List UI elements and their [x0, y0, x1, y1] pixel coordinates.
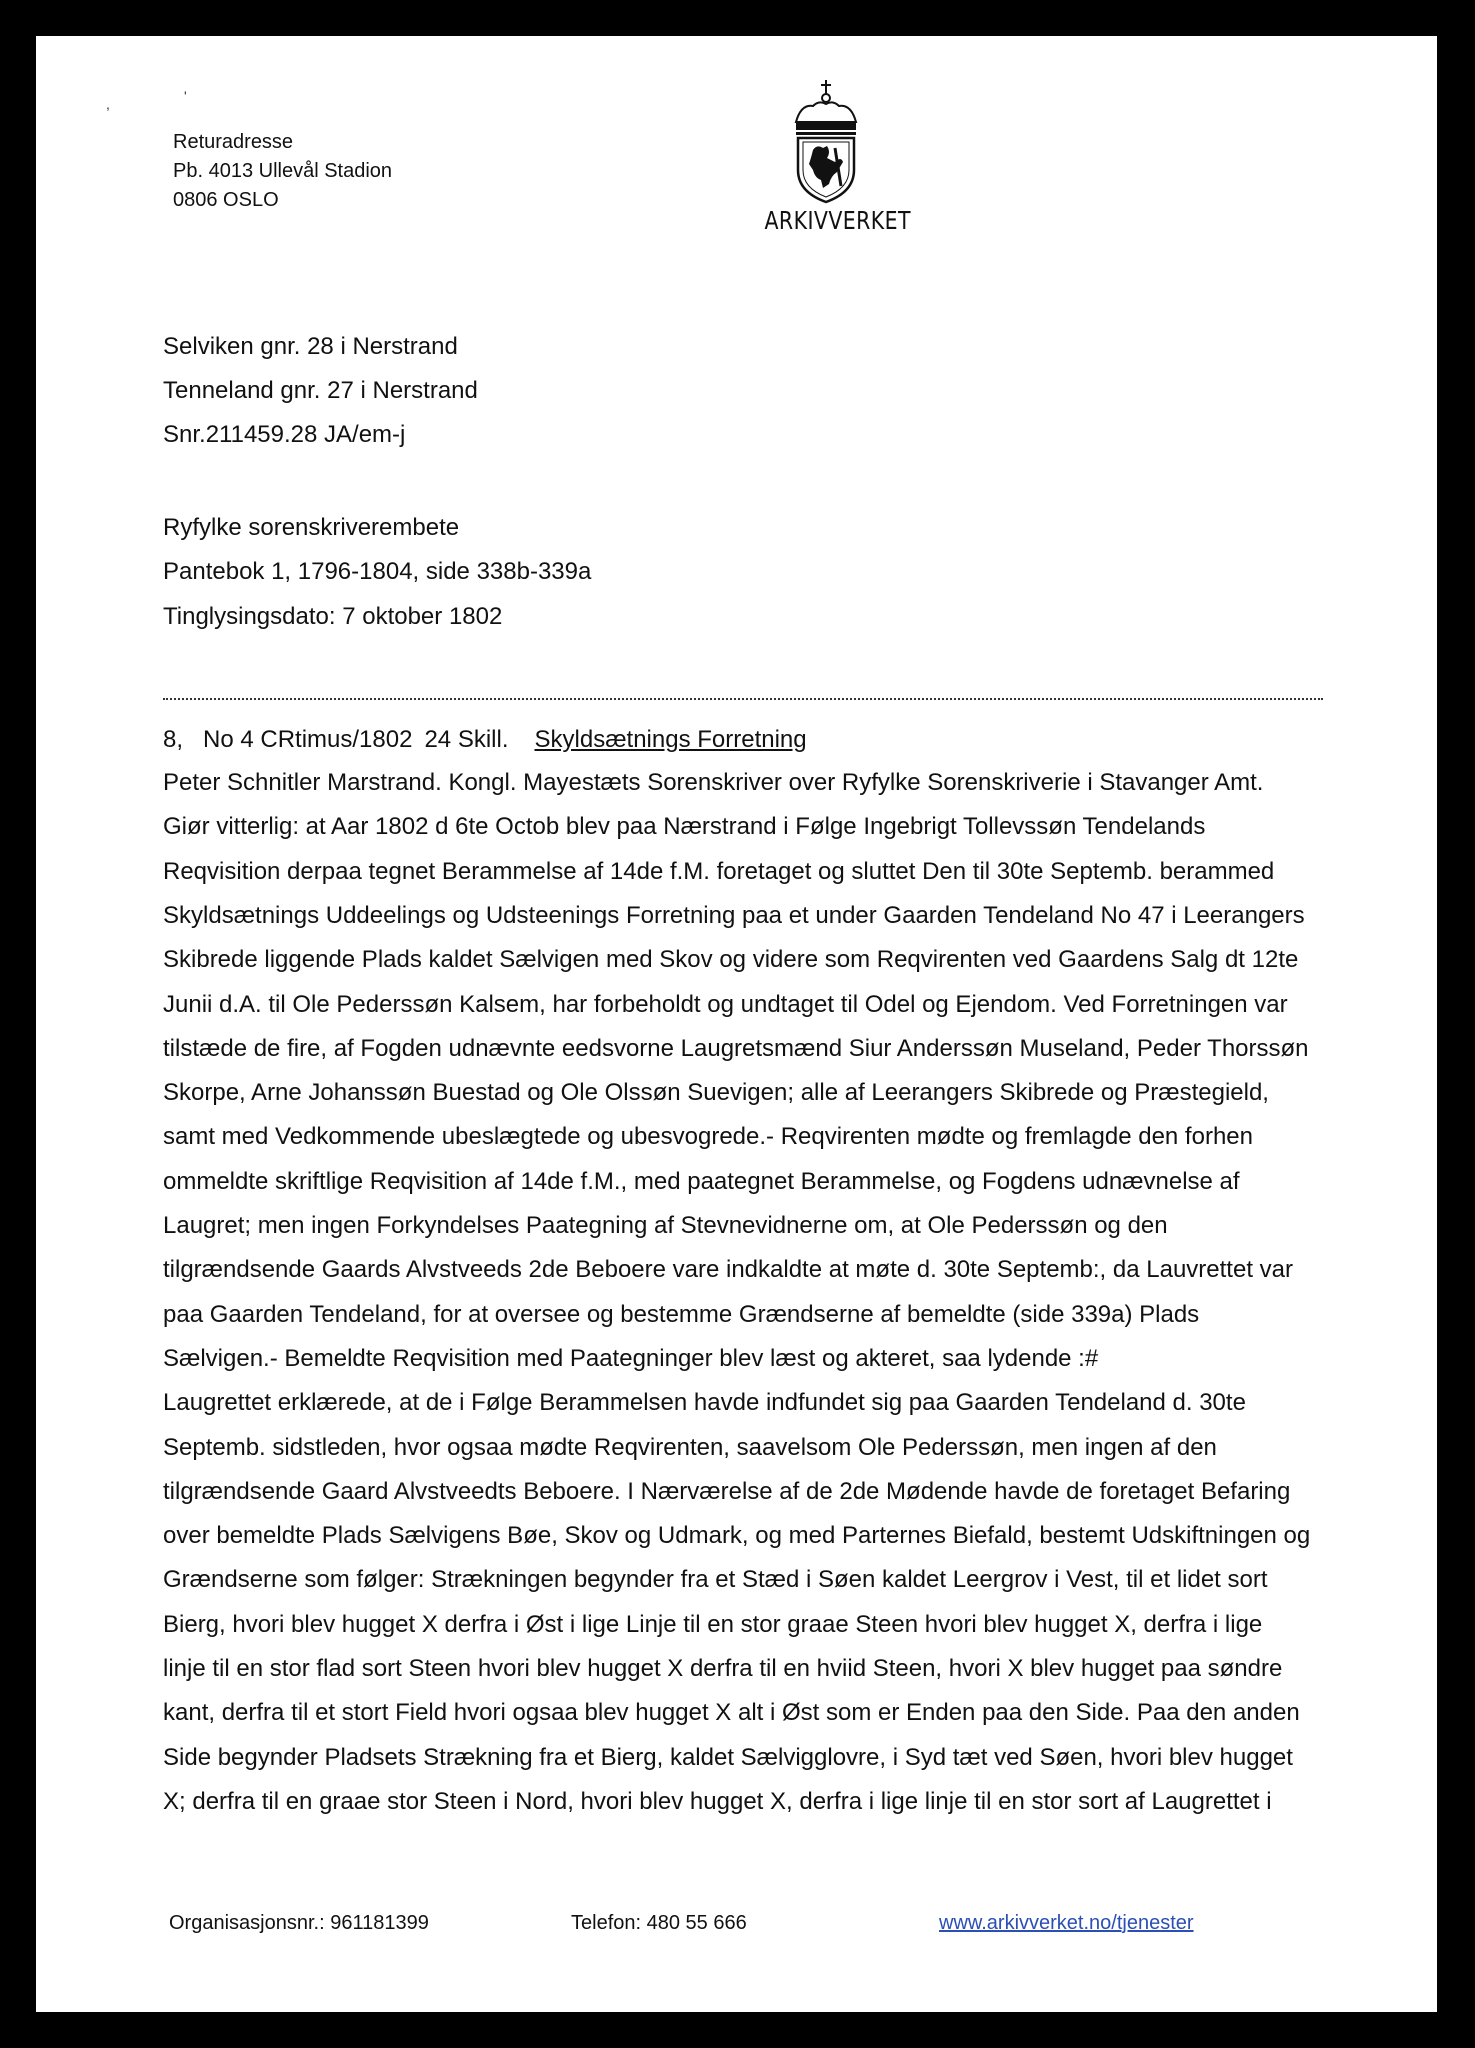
body-line: over bemeldte Plads Sælvigens Bøe, Skov og Udmark, og med Parternes Biefald, bestemt Udskiftningen og [163, 1522, 1311, 1550]
brand-name: ARKIVVERKET [764, 206, 911, 235]
entry-number: 8, No 4 CRtimus/1802 [163, 726, 413, 753]
body-line: samt med Vedkommende ubeslægtede og ubesvogrede.- Reqvirenten mødte og fremlagde den forhen [163, 1123, 1253, 1151]
dotted-separator [163, 694, 1323, 700]
body-line: Skorpe, Arne Johanssøn Buestad og Ole Olssøn Suevigen; alle af Leerangers Skibrede og Præstegield, [163, 1079, 1269, 1107]
body-line: Laugrettet erklærede, at de i Følge Berammelsen havde indfundet sig paa Gaarden Tendeland d. 30te [163, 1389, 1246, 1417]
norwegian-coat-of-arms-icon [751, 78, 901, 208]
body-line: Side begynder Pladsets Strækning fra et Bierg, kaldet Sælvigglovre, i Syd tæt ved Søen, hvori blev hugget [163, 1743, 1293, 1771]
body-line: Laugret; men ingen Forkyndelses Paategning af Stevnevidnerne om, at Ole Pederssøn og den [163, 1212, 1168, 1239]
body-line: Sælvigen.- Bemeldte Reqvisition med Paategninger blev læst og akteret, saa lydende :# [163, 1344, 1099, 1372]
body-line: tilgrændsende Gaards Alvstveeds 2de Beboere vare indkaldte at møte d. 30te Septemb:, da Lauvrettet var [163, 1256, 1293, 1284]
body-line: Skyldsætnings Uddeelings og Udsteenings Forretning paa et under Gaarden Tendeland No 47 i Leerangers [163, 901, 1305, 929]
entry-heading [163, 726, 807, 754]
body-line: X; derfra til en graae stor Steen i Nord, hvori blev hugget X, derfra i lige linje til en stor sort af Laugrettet i [163, 1787, 1272, 1815]
footer-phone: Telefon: 480 55 666 [571, 1912, 747, 1934]
body-line: ommeldte skriftlige Reqvisition af 14de f.M., med paategnet Berammelse, og Fogdens udnævnelse af [163, 1167, 1240, 1195]
source-line: Pantebok 1, 1796-1804, side 338b-339a [163, 558, 592, 585]
body-line: Giør vitterlig: at Aar 1802 d 6te Octob blev paa Nærstrand i Følge Ingebrigt Tollevssøn Tendelands [163, 813, 1206, 841]
entry-fee: 24 Skill. [424, 726, 509, 753]
entry-title: Skyldsætnings Forretning [534, 726, 807, 753]
document-page [36, 36, 1437, 2012]
body-line: linje til en stor flad sort Steen hvori blev hugget X derfra til en hviid Steen, hvori X blev hugget paa søndre [163, 1655, 1283, 1682]
return-address-label: Returadresse [173, 131, 294, 153]
body-line: paa Gaarden Tendeland, for at oversee og bestemme Grændserne af bemeldte (side 339a) Plads [163, 1300, 1200, 1328]
body-line: Septemb. sidstleden, hvor ogsaa mødte Reqvirenten, saavelsom Ole Pederssøn, men ingen af den [163, 1433, 1217, 1461]
source-line: Tinglysingsdato: 7 oktober 1802 [163, 603, 503, 630]
footer-link-wrap [939, 1912, 1194, 1935]
services-link[interactable]: www.arkivverket.no/tjenester [939, 1912, 1194, 1934]
scan-mark: ' [184, 88, 187, 104]
reference-line: Snr.211459.28 JA/em-j [163, 421, 406, 448]
return-address-line2: 0806 OSLO [173, 189, 279, 211]
reference-line: Tenneland gnr. 27 i Nerstrand [163, 377, 478, 404]
body-line: Junii d.A. til Ole Pederssøn Kalsem, har forbeholdt og undtaget til Odel og Ejendom. Ved Forretningen var [163, 990, 1288, 1018]
return-address-line1: Pb. 4013 Ullevål Stadion [173, 160, 393, 182]
body-line: Peter Schnitler Marstrand. Kongl. Mayestæts Sorenskriver over Ryfylke Sorenskriverie i Stavanger Amt. [163, 769, 1264, 796]
arkivverket-logo [751, 78, 911, 250]
body-line: Bierg, hvori blev hugget X derfra i Øst i lige Linje til en stor graae Steen hvori blev hugget X, derfra i lige [163, 1610, 1263, 1638]
reference-line: Selviken gnr. 28 i Nerstrand [163, 333, 458, 360]
body-line: kant, derfra til et stort Field hvori ogsaa blev hugget X alt i Øst som er Enden paa den Side. Paa den anden [163, 1699, 1300, 1727]
body-line: tilstæde de fire, af Fogden udnævnte eedsvorne Laugretsmænd Siur Anderssøn Museland, Peder Thorssøn [163, 1034, 1309, 1062]
body-line: Reqvisition derpaa tegnet Berammelse af 14de f.M. foretaget og sluttet Den til 30te Septemb. berammed [163, 857, 1275, 885]
return-address [173, 128, 392, 215]
footer-org: Organisasjonsnr.: 961181399 [169, 1912, 429, 1934]
body-line: tilgrændsende Gaard Alvstveedts Beboere. I Nærværelse af de 2de Mødende havde de foretaget Befaring [163, 1477, 1291, 1505]
body-line: Skibrede liggende Plads kaldet Sælvigen med Skov og videre som Reqvirenten ved Gaardens Salg dt 12te [163, 946, 1299, 974]
body-line: Grændserne som følger: Strækningen begynder fra et Stæd i Søen kaldet Leergrov i Vest, til et lidet sort [163, 1566, 1268, 1594]
scan-mark: , [106, 96, 110, 112]
source-line: Ryfylke sorenskriverembete [163, 514, 460, 541]
